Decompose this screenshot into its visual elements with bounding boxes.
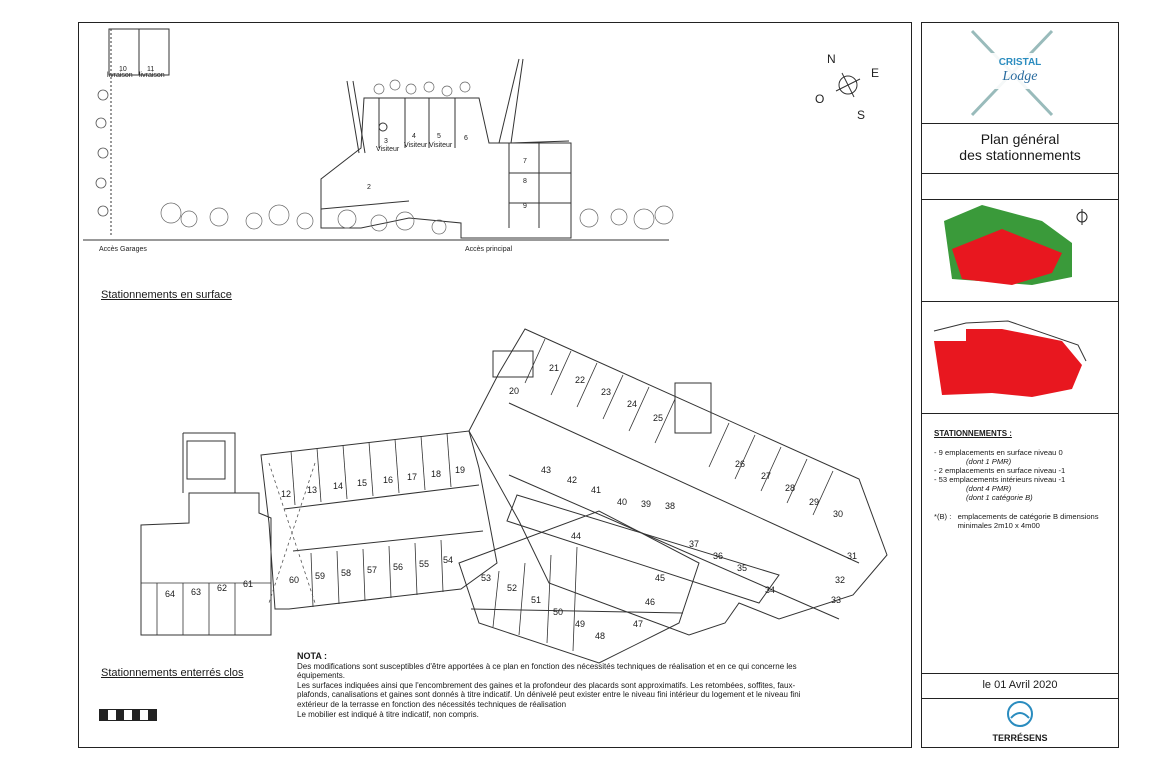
- compass-o: O: [815, 92, 825, 106]
- compass-e: E: [871, 66, 880, 80]
- space-number: 56: [393, 562, 404, 572]
- visitor-number: 6: [464, 135, 468, 142]
- stat-sub: (dont 1 catégorie B): [966, 493, 1033, 502]
- visitor-label: Visiteur: [376, 146, 400, 153]
- visitor-number: 3: [384, 138, 388, 145]
- space-number: 32: [835, 575, 846, 585]
- stat-item: - 9 emplacements en surface niveau 0: [934, 448, 1063, 457]
- space-number: 57: [367, 565, 378, 575]
- stat-sub: (dont 4 PMR): [966, 484, 1012, 493]
- space-number: 47: [633, 619, 644, 629]
- space-number: 36: [713, 551, 724, 561]
- logo-text-lodge: Lodge: [1002, 69, 1038, 84]
- space-number: 20: [509, 386, 520, 396]
- space-number: 26: [735, 459, 746, 469]
- plan-title-line2: des stationnements: [959, 147, 1081, 163]
- nota-line: Le mobilier est indiqué à titre indicatif, non compris.: [297, 709, 479, 719]
- company-section: [922, 698, 1118, 746]
- logo-text-cristal: CRISTAL: [998, 57, 1042, 68]
- space-number: 18: [431, 469, 442, 479]
- category-note: [934, 512, 1114, 530]
- surface-number: 2: [367, 184, 371, 191]
- surface-number: 8: [523, 178, 527, 185]
- space-number: 53: [481, 573, 492, 583]
- compass-s: S: [857, 108, 866, 122]
- space-number: 58: [341, 568, 352, 578]
- surface-number: 7: [523, 158, 527, 165]
- space-number: 24: [627, 399, 638, 409]
- space-number: 17: [407, 472, 418, 482]
- space-number: 39: [641, 499, 652, 509]
- title-section: [922, 123, 1118, 174]
- space-number: 12: [281, 489, 292, 499]
- nota-block: [297, 652, 817, 719]
- access-principal-label: Accès principal: [465, 246, 513, 253]
- livraison-label: livraison: [139, 72, 165, 79]
- surface-section-label: Stationnements en surface: [101, 289, 232, 301]
- compass-n: N: [827, 52, 836, 66]
- date-section: [922, 673, 1118, 699]
- space-number: 22: [575, 375, 586, 385]
- visitor-label: Visiteur: [404, 142, 428, 149]
- site-plan-drawing: [79, 23, 911, 747]
- space-number: 21: [549, 363, 560, 373]
- space-number: 13: [307, 485, 318, 495]
- space-number: 55: [419, 559, 430, 569]
- title-block: [921, 22, 1119, 748]
- stationnements-list: [934, 429, 1114, 530]
- stationnements-heading: STATIONNEMENTS :: [934, 429, 1012, 438]
- space-number: 23: [601, 387, 612, 397]
- space-number: 31: [847, 551, 858, 561]
- surface-plan: [83, 29, 673, 240]
- space-number: 60: [289, 575, 300, 585]
- logo-section: [922, 23, 1118, 124]
- space-number: 63: [191, 587, 202, 597]
- space-number: 14: [333, 481, 344, 491]
- surface-number: 9: [523, 203, 527, 210]
- space-number: 41: [591, 485, 602, 495]
- space-number: 40: [617, 497, 628, 507]
- livraison-number: 11: [147, 66, 155, 73]
- space-number: 51: [531, 595, 542, 605]
- space-number: 43: [541, 465, 552, 475]
- nota-line: Des modifications sont susceptibles d'être apportées à ce plan en fonction des nécessités techniques de réalisation et en ce qui concerne les équipements.: [297, 661, 797, 681]
- compass-icon: [836, 73, 860, 97]
- category-text: emplacements de catégorie B dimensions minimales 2m10 x 4m00: [957, 512, 1099, 530]
- space-number: 62: [217, 583, 228, 593]
- space-number: 61: [243, 579, 254, 589]
- space-number: 34: [765, 585, 776, 595]
- space-number: 46: [645, 597, 656, 607]
- space-number: 54: [443, 555, 454, 565]
- terresens-logo-icon: [1005, 700, 1035, 728]
- space-number: 25: [653, 413, 664, 423]
- space-number: 15: [357, 478, 368, 488]
- underground-plan: [141, 329, 887, 663]
- livraison-number: 10: [119, 66, 127, 73]
- space-number: 64: [165, 589, 176, 599]
- stat-item: - 2 emplacements en surface niveau -1: [934, 466, 1066, 475]
- underground-section-label: Stationnements enterrés clos: [101, 667, 244, 679]
- space-number: 48: [595, 631, 606, 641]
- space-number: 52: [507, 583, 518, 593]
- space-number: 49: [575, 619, 586, 629]
- visitor-number: 5: [437, 133, 441, 140]
- category-key: *(B) :: [934, 512, 952, 521]
- blank-section: [922, 173, 1118, 200]
- space-number: 44: [571, 531, 582, 541]
- scale-bar: [99, 709, 157, 721]
- thumbnail-underground: [922, 301, 1118, 414]
- nota-title: NOTA :: [297, 651, 327, 661]
- stat-item: - 53 emplacements intérieurs niveau -1: [934, 475, 1066, 484]
- underground-thumbnail-map: [922, 301, 1118, 413]
- space-number: 45: [655, 573, 666, 583]
- stat-sub: (dont 1 PMR): [966, 457, 1012, 466]
- space-number: 35: [737, 563, 748, 573]
- space-number: 38: [665, 501, 676, 511]
- plan-date: le 01 Avril 2020: [982, 679, 1058, 691]
- space-number: 29: [809, 497, 820, 507]
- space-number: 42: [567, 475, 578, 485]
- thumbnail-surface: [922, 199, 1118, 302]
- space-number: 59: [315, 571, 326, 581]
- space-number: 37: [689, 539, 700, 549]
- space-number: 16: [383, 475, 394, 485]
- space-number: 27: [761, 471, 772, 481]
- visitor-number: 4: [412, 133, 416, 140]
- space-number: 50: [553, 607, 564, 617]
- space-number: 28: [785, 483, 796, 493]
- access-garages-label: Accès Garages: [99, 246, 147, 253]
- space-number: 30: [833, 509, 844, 519]
- plan-frame: [78, 22, 912, 748]
- space-number: 19: [455, 465, 466, 475]
- livraison-label: livraison: [107, 72, 133, 79]
- company-name: TERRÉSENS: [992, 733, 1048, 743]
- space-number: 33: [831, 595, 842, 605]
- visitor-label: Visiteur: [429, 142, 453, 149]
- site-thumbnail-map: [922, 199, 1118, 301]
- nota-line: Les surfaces indiquées ainsi que l'encombrement des gaines et la profondeur des placards sont approximatifs. Les retombées, soffites, faux-plafonds, canalisations et gaines sont donnés à titre indicatif. Un dénivelé peut exister entre le niveau fini intérieur du logement et le niveau fini extérieur de la terrasse en fonction des nécessités techniques de réalisation: [297, 680, 801, 709]
- plan-title-line1: Plan général: [980, 131, 1060, 147]
